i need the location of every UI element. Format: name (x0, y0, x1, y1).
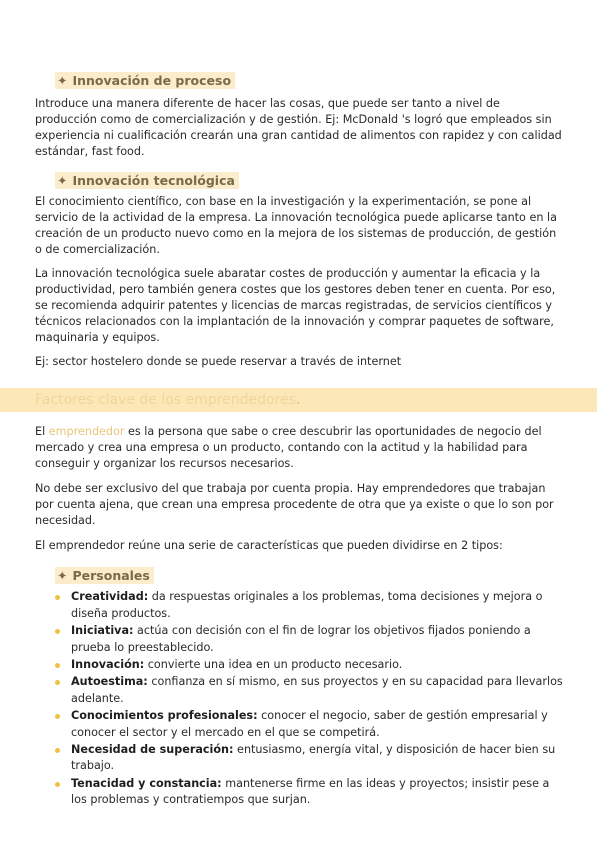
star-bullet-icon: ✦ (57, 173, 68, 188)
star-bullet-icon: ✦ (57, 73, 68, 88)
bullet-dot-icon (55, 748, 60, 753)
heading-personales: ✦ Personales (55, 567, 154, 584)
trait-term: Tenacidad y constancia: (71, 776, 222, 790)
paragraph-tecnologica-2: La innovación tecnológica suele abaratar costes de producción y aumentar la eficacia y la productividad, pero también genera costes que los gestores deben tener en cuenta. Por eso, se recomienda adquirir patentes y licencias de marcas registradas, de servicios científicos y técnicos relacionados con la implantación de la innovación y comprar paquetes de software, maquinaria y equipos. (35, 267, 556, 344)
list-item (53, 742, 565, 776)
trait-description: actúa con decisión con el fin de lograr los objetivos fijados poniendo a prueba lo preestablecido. (71, 623, 531, 654)
heading-innovacion-proceso: ✦ Innovación de proceso (55, 72, 235, 89)
trait-description: conocer el negocio, saber de gestión empresarial y conocer el sector y el mercado en el que se competirá. (71, 708, 548, 739)
paragraph-caracteristicas: El emprendedor reúne una serie de características que pueden dividirse en 2 tipos: (35, 539, 503, 552)
trait-term: Innovación: (71, 657, 145, 671)
trait-term: Iniciativa: (71, 623, 134, 637)
list-item (53, 708, 565, 742)
trait-description: mantenerse firme en las ideas y proyectos; insistir pese a los problemas y contratiempos que surjan. (71, 776, 550, 807)
paragraph-ejemplo: Ej: sector hostelero donde se puede reservar a través de internet (35, 355, 402, 368)
list-item (53, 589, 565, 623)
trait-term: Conocimientos profesionales: (71, 708, 258, 722)
list-item (53, 674, 565, 708)
section-title: Factores clave de los emprendedores. (35, 392, 301, 408)
bullet-dot-icon (55, 782, 60, 787)
trait-term: Autoestima: (71, 674, 148, 688)
trait-description: confianza en sí mismo, en sus proyectos y en su capacidad para llevarlos adelante. (71, 674, 563, 705)
bullet-dot-icon (55, 680, 60, 685)
star-bullet-icon: ✦ (57, 568, 68, 583)
paragraph-emprendedor-intro: El emprendedor es la persona que sabe o cree descubrir las oportunidades de negocio del mercado y crea una empresa o un producto, contando con la actitud y la habilidad para conseguir y organizar los recursos necesarios. (35, 425, 542, 470)
emprendedor-highlight: emprendedor (48, 425, 125, 438)
bullet-dot-icon (55, 595, 60, 600)
bullet-dot-icon (55, 714, 60, 719)
list-item (53, 623, 565, 657)
trait-description: entusiasmo, energía vital, y disposición de hacer bien su trabajo. (71, 742, 556, 773)
bullet-dot-icon (55, 663, 60, 668)
paragraph-proceso: Introduce una manera diferente de hacer las cosas, que puede ser tanto a nivel de producción como de comercialización y de gestión. Ej: McDonald 's logró que empleados sin experiencia ni cualificación crearán una gran cantidad de alimentos con rapidez y con calidad estándar, fast food. (35, 97, 562, 158)
trait-term: Creatividad: (71, 590, 149, 603)
list-item (53, 657, 565, 674)
trait-description: convierte una idea en un producto necesario. (144, 657, 403, 671)
trait-term: Necesidad de superación: (71, 742, 234, 756)
paragraph-cuenta-ajena: No debe ser exclusivo del que trabaja por cuenta propia. Hay emprendedores que trabajan por cuenta ajena, que crean una empresa procedente de otra que ya existe o que lo son por necesidad. (35, 482, 554, 527)
heading-innovacion-tecnologica: ✦ Innovación tecnológica (55, 172, 239, 189)
bullet-dot-icon (55, 629, 60, 634)
trait-description: da respuestas originales a los problemas, toma decisiones y mejora o diseña productos. (71, 590, 543, 620)
traits-list (53, 589, 565, 809)
paragraph-tecnologica-1: El conocimiento científico, con base en la investigación y la experimentación, se pone al servicio de la actividad de la empresa. La innovación tecnológica puede aplicarse tanto en la creación de un producto nuevo como en la mejora de los sistemas de producción, de gestión o de comercialización. (35, 195, 557, 256)
section-band (0, 388, 597, 412)
list-item (53, 776, 565, 810)
